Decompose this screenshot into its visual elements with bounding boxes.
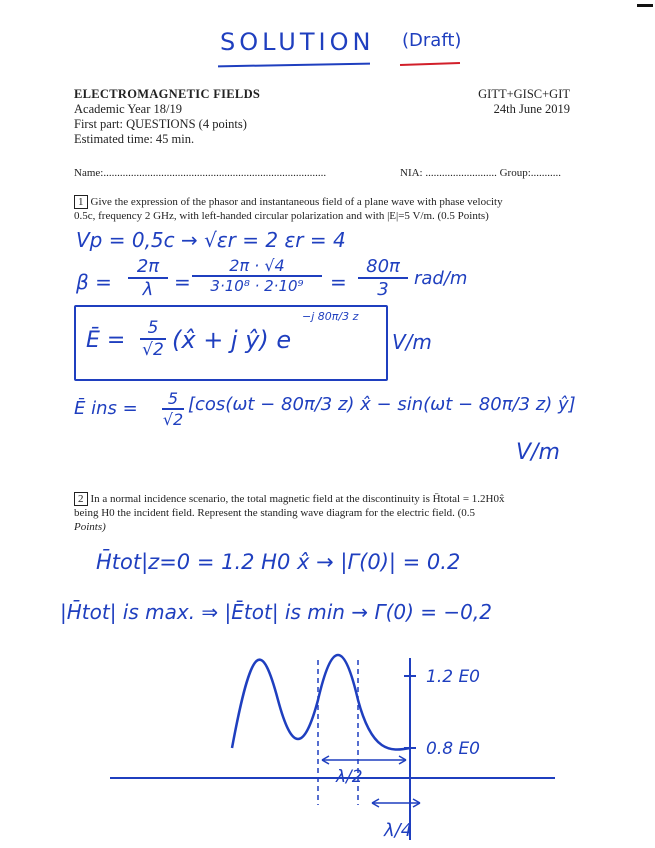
q1-phasor-coef-den: √2 bbox=[142, 340, 164, 360]
q1-equals-2: = bbox=[330, 270, 347, 294]
handwritten-title: SOLUTION bbox=[220, 28, 375, 56]
q1-phasor-exponent: −j 80π/3 z bbox=[302, 310, 359, 323]
q1-phasor-coef-num: 5 bbox=[140, 318, 166, 340]
course-title: ELECTROMAGNETIC FIELDS bbox=[74, 87, 261, 101]
student-name-field: Name:................................................................................. bbox=[74, 167, 327, 179]
q1-equals-1: = bbox=[174, 270, 191, 294]
q1-beta-unit: rad/m bbox=[414, 268, 468, 289]
question-1-text bbox=[74, 195, 574, 223]
question-2-number: 2 bbox=[74, 492, 88, 506]
half-wavelength-label: λ/2 bbox=[336, 767, 363, 787]
title-underline-blue bbox=[218, 63, 370, 68]
q1-phasor-lhs: Ē = bbox=[86, 328, 126, 353]
exam-header-left bbox=[74, 87, 260, 147]
academic-year: Academic Year 18/19 bbox=[74, 102, 182, 116]
question-2-line-3: Points) bbox=[74, 521, 106, 533]
question-2-text bbox=[74, 492, 574, 534]
q1-inst-coef-den: √2 bbox=[162, 410, 184, 429]
min-label: 0.8 E0 bbox=[426, 739, 480, 759]
q1-inst-coef-num: 5 bbox=[162, 389, 184, 410]
exam-date: 24th June 2019 bbox=[493, 102, 570, 116]
handwritten-title-note: (Draft) bbox=[402, 30, 462, 51]
q1-beta-lhs: β = bbox=[76, 270, 112, 294]
q1-beta-result-den: 3 bbox=[377, 279, 389, 300]
q1-phasor-coef bbox=[140, 318, 166, 360]
q1-inst-lhs: Ē ins = bbox=[74, 398, 138, 419]
exam-part: First part: QUESTIONS (4 points) bbox=[74, 117, 247, 131]
q1-inst-body: [cos(ωt − 80π/3 z) x̂ − sin(ωt − 80π/3 z) ŷ] bbox=[188, 394, 576, 415]
standing-wave-curve bbox=[232, 655, 410, 750]
max-label: 1.2 E0 bbox=[426, 667, 480, 687]
q1-phasor-unit: V/m bbox=[392, 330, 432, 354]
q1-phasor-vector: (x̂ + j ŷ) e bbox=[172, 326, 292, 354]
q2-answer-line-1: H̄tot|z=0 = 1.2 H0 x̂ → |Γ(0)| = 0.2 bbox=[96, 550, 461, 574]
q1-beta-frac-1-num: 2π bbox=[128, 256, 168, 279]
question-1-number: 1 bbox=[74, 195, 88, 209]
question-1-line-2: 0.5c, frequency 2 GHz, with left-handed circular polarization and with |E|=5 V/m. (0.5 Points) bbox=[74, 210, 489, 222]
q1-beta-frac-2-den: 3·10⁸ · 2·10⁹ bbox=[210, 277, 304, 295]
question-2-line-2: being H0 the incident field. Represent the standing wave diagram for the electric field. (0.5 bbox=[74, 507, 476, 519]
question-1-line-1: Give the expression of the phasor and instantaneous field of a plane wave with phase velocity bbox=[90, 196, 503, 208]
corner-mark bbox=[637, 4, 653, 7]
q1-phase-velocity: Vp = 0,5c → √εr = 2 εr = 4 bbox=[76, 228, 346, 252]
degree: GITT+GISC+GIT bbox=[478, 87, 570, 101]
q1-inst-unit: V/m bbox=[516, 440, 560, 465]
exam-header-right bbox=[440, 87, 570, 117]
q1-inst-coef bbox=[162, 389, 184, 429]
estimated-time: Estimated time: 45 min. bbox=[74, 132, 195, 146]
q1-beta-frac-1-den: λ bbox=[142, 279, 154, 300]
q1-beta-frac-2 bbox=[192, 256, 322, 295]
question-2-line-1: In a normal incidence scenario, the total magnetic field at the discontinuity is H̄total = 1.2H0x̂ bbox=[90, 493, 505, 505]
title-note-underline-red bbox=[400, 62, 460, 66]
quarter-wavelength-label: λ/4 bbox=[384, 820, 413, 841]
q1-beta-frac-2-num: 2π · √4 bbox=[192, 256, 322, 277]
q2-answer-line-2: |H̄tot| is max. ⇒ |Ētot| is min → Γ(0) = −0,2 bbox=[60, 600, 492, 624]
q1-beta-result-num: 80π bbox=[358, 256, 408, 279]
q1-beta-result bbox=[358, 256, 408, 300]
student-nia-group-field: NIA: .......................... Group:........... bbox=[400, 167, 562, 179]
standing-wave-diagram bbox=[0, 640, 655, 848]
q1-beta-frac-1 bbox=[128, 256, 168, 300]
